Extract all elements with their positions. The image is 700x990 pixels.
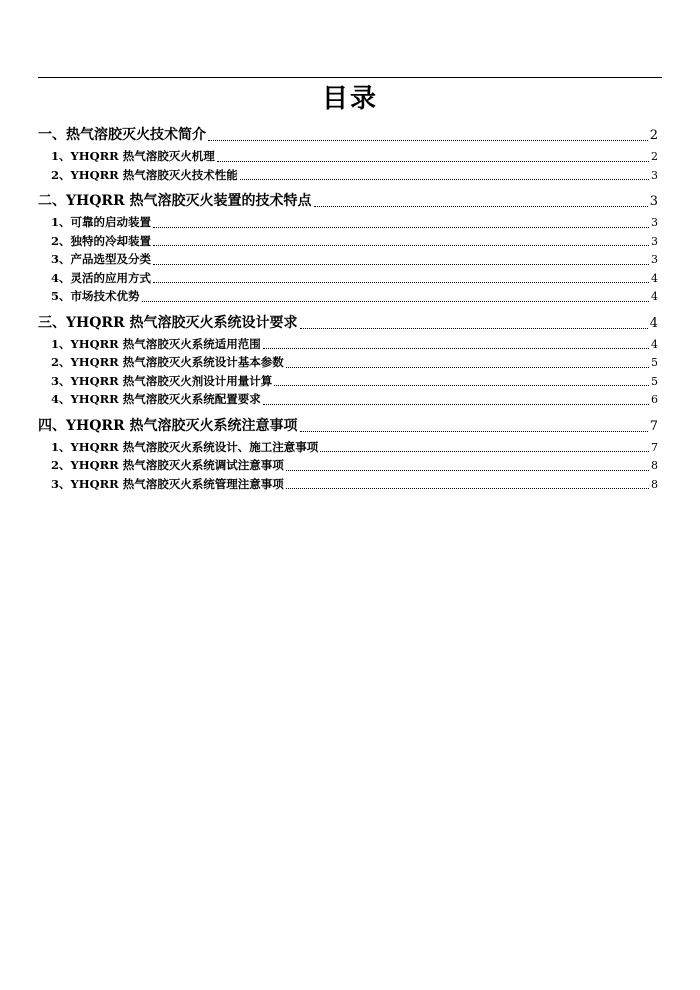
toc-entry-label: 1、可靠的启动装置	[51, 215, 152, 229]
toc-entry-level2[interactable]	[38, 372, 658, 391]
toc-entry-label: 2、独特的冷却装置	[51, 233, 152, 248]
dot-leader	[286, 366, 649, 368]
toc-entry-level2[interactable]	[38, 213, 658, 232]
toc-section-2	[38, 189, 658, 306]
toc-page-number: 8	[651, 477, 658, 491]
dot-leader	[320, 450, 649, 452]
toc-entry-label: 1、YHQRR 热气溶胶灭火机理	[51, 149, 215, 163]
toc-entry-label: 2、YHQRR 热气溶胶灭火技术性能	[51, 167, 238, 182]
toc-entry-label: 3、YHQRR 热气溶胶灭火剂设计用量计算	[51, 373, 273, 388]
dot-leader	[300, 430, 648, 432]
toc-entry-level2[interactable]	[38, 390, 658, 409]
toc-entry-label: 二、YHQRR 热气溶胶灭火装置的技术特点	[38, 193, 312, 209]
dot-leader	[286, 469, 649, 471]
dot-leader	[300, 327, 648, 329]
dot-leader	[286, 487, 649, 489]
dot-leader	[274, 384, 649, 386]
toc-title: 目录	[321, 84, 378, 114]
toc-entry-level1[interactable]	[38, 123, 658, 147]
toc-entry-label: 4、灵活的应用方式	[51, 270, 152, 285]
toc-section-3	[38, 311, 658, 409]
toc-entry-level2[interactable]	[38, 232, 658, 251]
toc-entry-label: 5、市场技术优势	[51, 289, 140, 303]
toc-page-number: 2	[651, 150, 658, 163]
toc-page-number: 4	[651, 290, 658, 303]
dot-leader	[240, 178, 649, 180]
toc-entry-level1[interactable]	[38, 189, 658, 213]
toc-page-number: 3	[651, 253, 658, 266]
toc-page-number: 6	[651, 393, 658, 406]
toc-entry-label: 四、YHQRR 热气溶胶灭火系统注意事项	[38, 417, 298, 434]
toc-entry-level2[interactable]	[38, 438, 658, 457]
dot-leader	[263, 347, 649, 349]
toc-page-number: 3	[651, 234, 658, 248]
toc-page-number: 4	[649, 315, 658, 331]
toc-entry-level2[interactable]	[38, 147, 658, 166]
toc-entry-level2[interactable]	[38, 456, 658, 475]
dot-leader	[142, 300, 649, 302]
dot-leader	[217, 160, 649, 162]
toc-page-number: 3	[651, 216, 658, 229]
toc-entry-level2[interactable]	[38, 250, 658, 269]
toc-entry-level2[interactable]	[38, 269, 658, 288]
toc-entry-level1[interactable]	[38, 414, 658, 438]
toc-page-number: 3	[651, 168, 658, 182]
toc-page-number: 3	[649, 194, 658, 209]
toc-page-number: 8	[651, 459, 658, 472]
toc-entry-label: 3、YHQRR 热气溶胶灭火系统管理注意事项	[51, 476, 284, 491]
toc-section-4	[38, 414, 658, 494]
toc-page-number: 7	[649, 418, 658, 434]
toc-entry-label: 4、YHQRR 热气溶胶灭火系统配置要求	[51, 392, 261, 406]
dot-leader	[153, 244, 649, 246]
toc-entry-level2[interactable]	[38, 335, 658, 354]
toc-page-number: 7	[651, 440, 658, 454]
toc-section-1	[38, 123, 658, 184]
toc-page-number: 2	[649, 128, 658, 143]
toc-entry-label: 一、热气溶胶灭火技术简介	[38, 127, 206, 143]
toc-entry-label: 三、YHQRR 热气溶胶灭火系统设计要求	[38, 314, 298, 331]
toc-entry-label: 1、YHQRR 热气溶胶灭火系统适用范围	[51, 336, 261, 351]
toc-entry-level1[interactable]	[38, 311, 658, 335]
toc-entry-level2[interactable]	[38, 287, 658, 306]
dot-leader	[208, 139, 648, 141]
dot-leader	[153, 281, 649, 283]
toc-entry-label: 3、产品选型及分类	[51, 252, 152, 266]
toc-page-number: 4	[651, 271, 658, 285]
header-rule	[38, 77, 662, 78]
toc-page-number: 5	[651, 356, 658, 369]
toc-entry-label: 2、YHQRR 热气溶胶灭火系统设计基本参数	[51, 355, 284, 369]
toc-entry-level2[interactable]	[38, 166, 658, 185]
toc-page-number: 4	[651, 337, 658, 351]
toc-entry-label: 2、YHQRR 热气溶胶灭火系统调试注意事项	[51, 458, 284, 472]
dot-leader	[153, 263, 649, 265]
dot-leader	[263, 403, 649, 405]
toc-page-number: 5	[651, 374, 658, 388]
dot-leader	[153, 226, 649, 228]
toc-entry-level2[interactable]	[38, 353, 658, 372]
dot-leader	[314, 205, 648, 207]
toc-entry-label: 1、YHQRR 热气溶胶灭火系统设计、施工注意事项	[51, 439, 319, 454]
toc-entry-level2[interactable]	[38, 475, 658, 494]
table-of-contents	[38, 118, 658, 495]
